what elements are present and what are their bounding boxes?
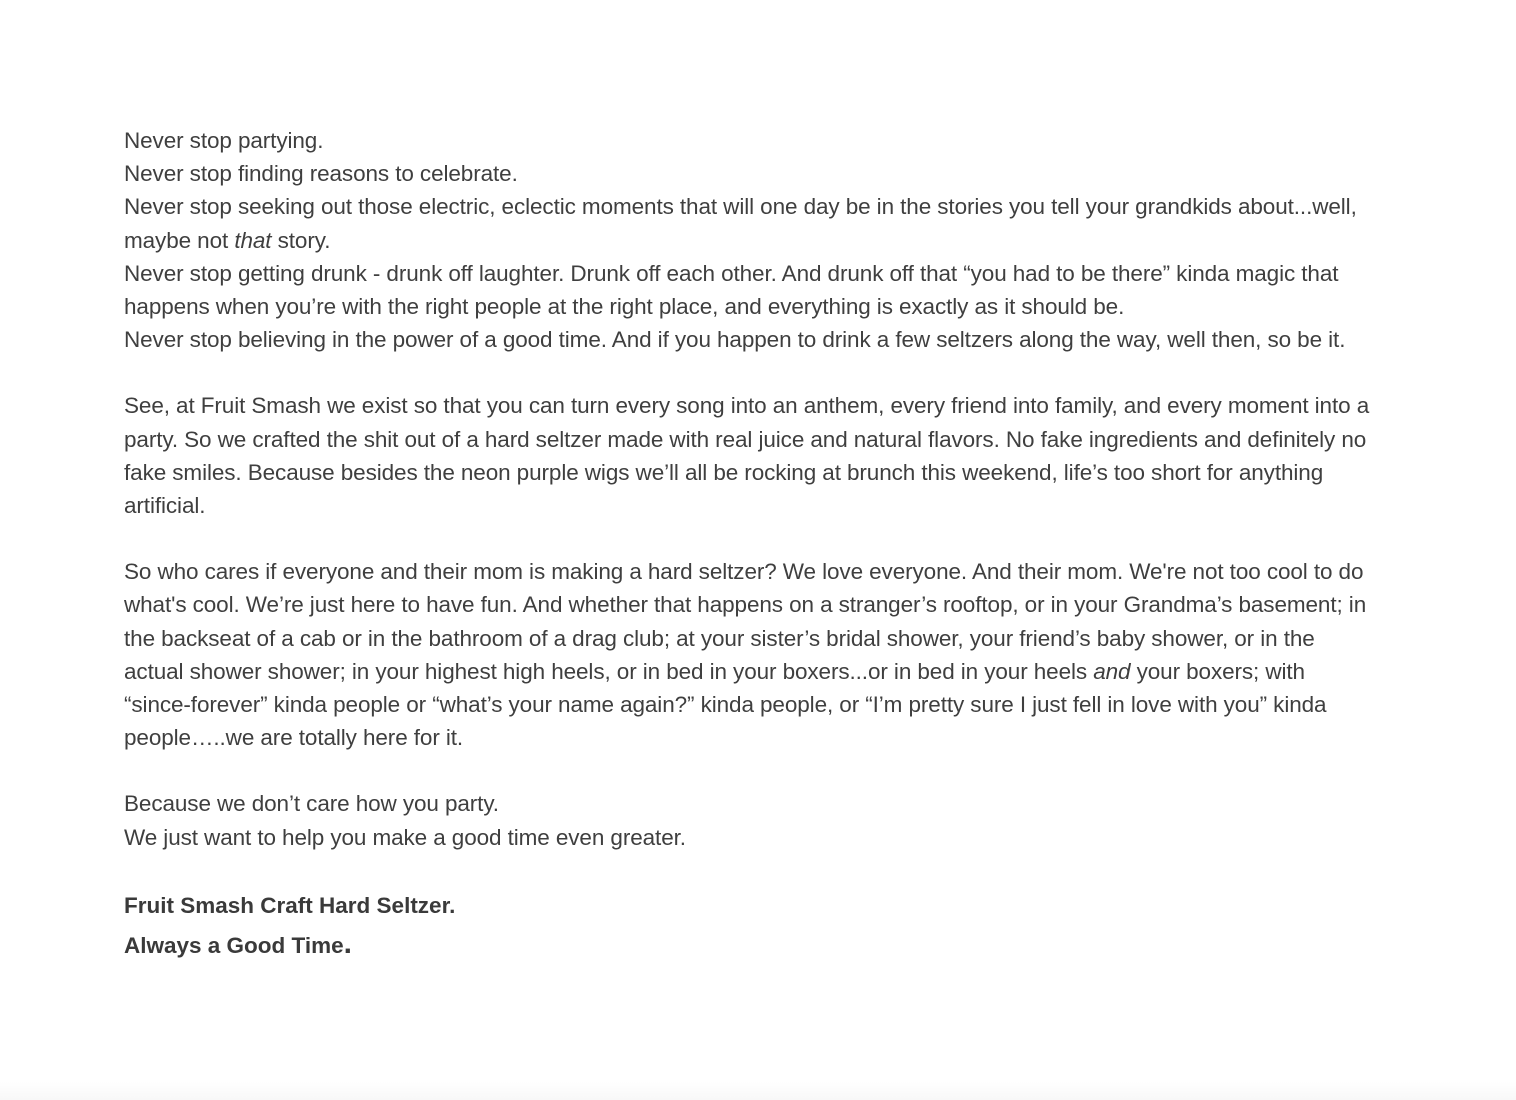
- intro-line-partying: Never stop partying.: [124, 128, 324, 153]
- closing-paragraph: [124, 787, 1374, 853]
- brand-name: Fruit Smash Craft Hard Seltzer.: [124, 892, 456, 918]
- intro-line-drunk: Never stop getting drunk - drunk off laughter. Drunk off each other. And drunk off that “you had to be there” kinda magic that happens when you’re with the right people at the right place, and everything is exactly as it should be.: [124, 260, 1339, 320]
- everyone-text: So who cares if everyone and their mom is making a hard seltzer? We love everyone. And their mom. We're not too cool to do what's cool. We’re just here to have fun. And whether that happens on a stranger’s rooftop, or in your Grandma’s basement; in the backseat of a cab or in the bathroom of a drag club; at your sister’s bridal shower, your friend’s baby shower, or in the actual shower shower; in your highest high heels, or in bed in your boxers...or in bed in your heels: [124, 559, 1367, 684]
- emphasis-that: that: [234, 227, 272, 253]
- tagline-text: Always a Good Time: [124, 932, 344, 958]
- mission-paragraph: See, at Fruit Smash we exist so that you can turn every song into an anthem, every friend into family, and every moment into a party. So we crafted the shit out of a hard seltzer made with real juice and natural flavors. No fake ingredients and definitely no fake smiles. Because besides the neon purple wigs we’ll all be rocking at brunch this weekend, life’s too short for anything artificial.: [124, 393, 1370, 519]
- manifesto-article: [124, 124, 1374, 965]
- intro-line-celebrate: Never stop finding reasons to celebrate.: [124, 161, 518, 187]
- closing-line-party: Because we don’t care how you party.: [124, 791, 499, 817]
- intro-line-moments-text: Never stop seeking out those electric, eclectic moments that will one day be in the stories you tell your grandkids about...well, maybe not: [124, 194, 1357, 253]
- everyone-text-end: your boxers; with “since-forever” kinda people or “what’s your name again?” kinda people, or “I’m pretty sure I just fell in love with you” kinda people…..we are totally here for it.: [124, 658, 1327, 751]
- intro-line-good-time: Never stop believing in the power of a good time. And if you happen to drink a few seltzers along the way, well then, so be it.: [124, 327, 1346, 353]
- everyone-paragraph: [124, 555, 1374, 754]
- intro-paragraph: [124, 124, 1374, 356]
- emphasis-and: and: [1093, 658, 1131, 684]
- tagline: [124, 925, 1374, 965]
- bottom-edge-shadow: [0, 1082, 1516, 1100]
- tagline-period: .: [343, 926, 352, 960]
- intro-line-moments: [124, 190, 1374, 256]
- intro-line-moments-end: story.: [271, 227, 331, 253]
- signoff-block: [124, 887, 1374, 965]
- closing-line-greater: We just want to help you make a good time even greater.: [124, 824, 686, 850]
